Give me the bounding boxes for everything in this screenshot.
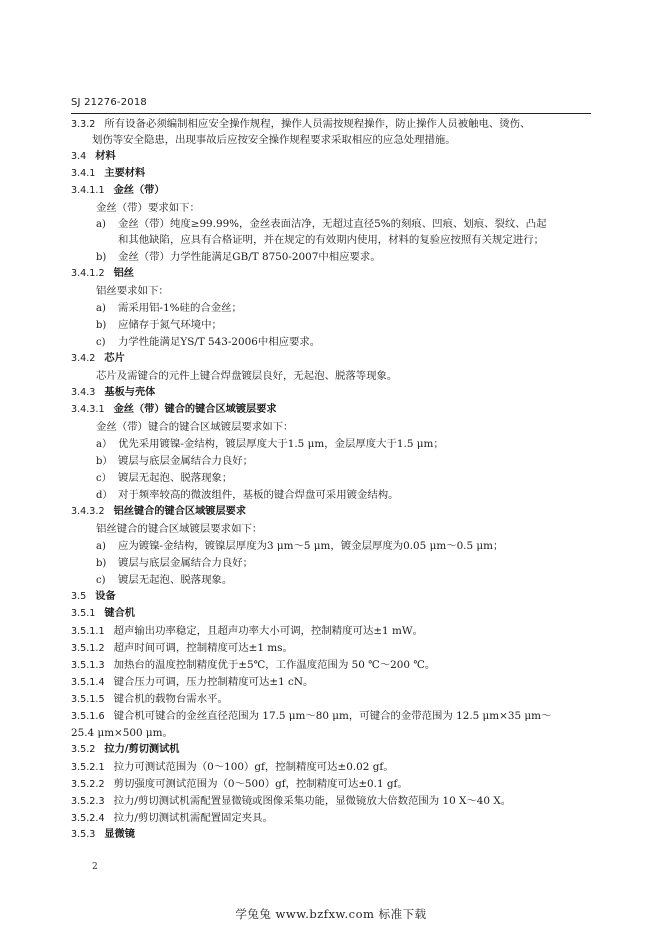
line-text: 剪切强度可测试范围为（0～500）gf，控制精度可达±0.1 gf。	[113, 778, 408, 790]
clause-number: 3.5.2.2	[71, 779, 105, 790]
line-text: 显微镜	[104, 829, 135, 840]
line-text: 键合机	[104, 608, 135, 619]
clause-number: 3.4.3	[71, 387, 96, 398]
line-text: 超声输出功率稳定，且超声功率大小可调，控制精度可达±1 mW。	[113, 625, 423, 637]
list-item	[96, 217, 546, 232]
text-line	[71, 777, 408, 792]
text-line	[96, 284, 169, 298]
section-heading	[71, 386, 155, 400]
header-divider	[71, 113, 591, 114]
list-marker: b)	[96, 558, 107, 569]
clause-number: 3.5.3	[71, 829, 96, 840]
list-item	[96, 556, 253, 571]
text-line	[71, 811, 273, 826]
line-text: 金丝（带）键合的键合区域镀层要求如下：	[96, 421, 294, 433]
text-line	[71, 675, 313, 690]
text-line	[71, 709, 551, 724]
line-text: 应为镀镍-金结构，镀镍层厚度为3 μm～5 μm，镀金层厚度为0.05 μm～0.5 μm；	[118, 540, 504, 552]
clause-number: 3.4.1.1	[71, 185, 105, 196]
list-marker: d）	[96, 490, 113, 501]
line-text: 应储存于氮气环境中；	[118, 319, 222, 331]
line-text: 材料	[95, 151, 116, 162]
list-item	[96, 573, 232, 588]
line-text: 金丝（带）力学性能满足GB/T 8750-2007中相应要求。	[118, 251, 381, 263]
line-text: 拉力/剪切测试机	[104, 744, 180, 755]
clause-number: 3.5.1.5	[71, 694, 105, 705]
line-text: 力学性能满足YS/T 543-2006中相应要求。	[118, 336, 321, 348]
text-line	[71, 726, 173, 740]
section-heading	[71, 743, 179, 757]
line-text: 铝丝键合的键合区域镀层要求	[113, 506, 247, 517]
list-marker: a)	[96, 219, 106, 230]
list-item	[96, 454, 253, 469]
list-item	[96, 335, 320, 350]
line-text: 键合机的载物台需水平。	[113, 693, 228, 705]
clause-number: 3.5	[71, 591, 87, 602]
line-text: 铝丝键合的键合区域镀层要求如下：	[96, 523, 263, 535]
line-text: 芯片	[104, 353, 125, 364]
line-text: 芯片及需键合的元件上键合焊盘镀层良好，无起泡、脱落等现象。	[96, 370, 398, 382]
clause-number: 3.5.1.6	[71, 711, 105, 722]
page-number: 2	[92, 862, 98, 872]
line-text: 划伤等安全隐患，出现事故后应按安全操作规程要求采取相应的应急处理措施。	[92, 134, 456, 146]
list-marker: a)	[96, 541, 106, 552]
section-heading	[71, 352, 125, 366]
line-text: 铝丝	[113, 268, 134, 279]
text-line	[71, 641, 293, 656]
section-heading	[71, 403, 277, 417]
text-line	[71, 794, 511, 809]
clause-number: 3.5.2.4	[71, 813, 105, 824]
section-heading	[71, 828, 135, 842]
clause-number: 3.5.1.1	[71, 626, 105, 637]
line-text: 设备	[95, 591, 116, 602]
clause-number: 3.5.1.3	[71, 660, 105, 671]
line-text: 镀层与底层金属结合力良好；	[118, 455, 254, 467]
clause-number: 3.4	[71, 151, 87, 162]
text-line	[96, 369, 397, 383]
list-item	[96, 437, 444, 452]
text-line	[96, 522, 262, 536]
line-text: 金丝（带）键合的键合区域镀层要求	[113, 404, 277, 415]
line-text: 键合机可键合的金丝直径范围为 17.5 μm～80 μm，可键合的金带范围为 12.5 μm×35 μm～	[113, 710, 552, 722]
text-line	[71, 117, 530, 132]
line-text: 需采用铝-1%硅的合金丝；	[118, 302, 242, 314]
text-line	[92, 133, 456, 147]
list-item	[96, 301, 242, 316]
list-item	[96, 250, 381, 265]
text-line	[71, 760, 394, 775]
clause-number: 3.4.3.2	[71, 506, 105, 517]
list-marker: a)	[96, 303, 106, 314]
text-line	[71, 692, 228, 707]
line-text: 金丝（带）要求如下：	[96, 202, 200, 214]
section-heading	[71, 150, 116, 164]
clause-number: 3.5.2.3	[71, 796, 105, 807]
text-line	[96, 420, 293, 434]
list-marker: c)	[96, 337, 106, 348]
text-line	[71, 624, 423, 639]
clause-number: 3.4.3.1	[71, 404, 105, 415]
line-text: 铝丝要求如下：	[96, 285, 169, 297]
clause-number: 3.3.2	[71, 119, 96, 130]
clause-number: 3.4.1	[71, 168, 96, 179]
line-text: 键合压力可调，压力控制精度可达±1 cN。	[113, 676, 314, 688]
list-marker: c）	[96, 473, 112, 484]
list-item	[96, 488, 399, 503]
line-text: 优先采用镀镍-金结构，镀层厚度大于1.5 μm，金层厚度大于1.5 μm；	[118, 438, 444, 450]
line-text: 主要材料	[104, 168, 146, 179]
line-text: 镀层无起泡、脱落现象；	[118, 472, 233, 484]
list-item	[96, 539, 503, 554]
list-item	[96, 471, 232, 486]
list-marker: b)	[96, 320, 107, 331]
line-text: 加热台的温度控制精度优于±5℃，工作温度范围为 50 ℃～200 ℃。	[113, 659, 436, 671]
line-text: 拉力/剪切测试机需配置固定夹具。	[113, 812, 273, 824]
standard-code: SJ 21276-2018	[71, 97, 147, 108]
section-heading	[71, 590, 116, 604]
line-text: 拉力/剪切测试机需配置显微镜或图像采集功能，显微镜放大倍数范围为 10 X～40 X。	[113, 795, 512, 807]
line-text: 镀层无起泡、脱落现象。	[118, 574, 233, 586]
text-line	[118, 233, 544, 247]
section-heading	[71, 505, 246, 519]
section-heading	[71, 607, 135, 621]
list-item	[96, 318, 222, 333]
line-text: 基板与壳体	[104, 387, 156, 398]
list-marker: b）	[96, 456, 113, 467]
footer-watermark: 学兔兔 www.bzfxw.com 标准下载	[235, 907, 427, 921]
clause-number: 3.5.1.4	[71, 677, 105, 688]
text-line	[71, 658, 435, 673]
line-text: 镀层与底层金属结合力良好；	[118, 557, 254, 569]
clause-number: 3.4.2	[71, 353, 96, 364]
section-heading	[71, 267, 134, 281]
list-marker: a）	[96, 439, 112, 450]
clause-number: 3.5.1	[71, 608, 96, 619]
clause-number: 3.5.1.2	[71, 643, 105, 654]
line-text: 对于频率较高的微波组件，基板的键合焊盘可采用镀金结构。	[118, 489, 399, 501]
clause-number: 3.5.2	[71, 744, 96, 755]
list-marker: b)	[96, 252, 107, 263]
line-text: 拉力可测试范围为（0～100）gf，控制精度可达±0.02 gf。	[113, 761, 394, 773]
line-text: 和其他缺陷，应具有合格证明，并在规定的有效期内使用，材料的复验应按照有关规定进行；	[118, 234, 545, 246]
line-text: 所有设备必须编制相应安全操作规程，操作人员需按规程操作，防止操作人员被触电、烫伤、	[104, 118, 531, 130]
text-line	[96, 201, 200, 215]
line-text: 金丝（带）	[113, 185, 165, 196]
section-heading	[71, 184, 165, 198]
clause-number: 3.4.1.2	[71, 268, 105, 279]
clause-number: 3.5.2.1	[71, 762, 105, 773]
list-marker: c)	[96, 575, 106, 586]
line-text: 超声时间可调，控制精度可达±1 ms。	[113, 642, 293, 654]
section-heading	[71, 167, 145, 181]
line-text: 金丝（带）纯度≥99.99%，金丝表面洁净，无超过直径5%的刻痕、凹痕、划痕、裂纹、凸起	[118, 218, 547, 230]
line-text: 25.4 μm×500 μm。	[71, 727, 173, 739]
